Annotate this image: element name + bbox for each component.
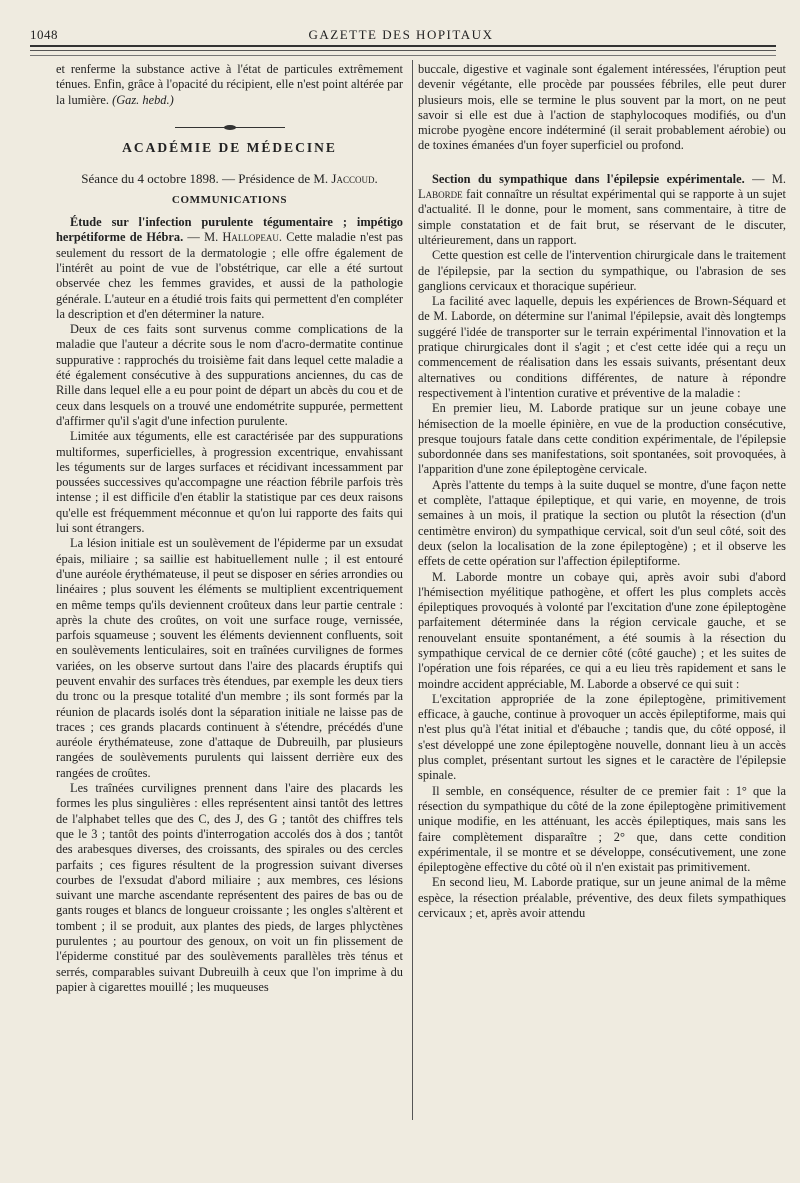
communications-subhead: COMMUNICATIONS <box>171 193 288 206</box>
paragraph: M. Laborde montre un cobaye qui, après avoir subi d'abord l'hémisection myélitique pathogène, et offert les plus complets accès épileptiques provoqués à volonté par l'excitation d'une zone épileptogène parfaitement déterminée dans la région cervicale gauche, et se renouvelant ensuite spontanément, a été soumis à la résection du sympathique cervical de ce dernier côté (côté gauche) ; et les suites de l'opération une fois réparées, ce qui a eu lieu très rapidement et sans le moindre accident appréciable, M. Laborde a observé ce qui suit : <box>418 569 786 691</box>
header-rule-hairline <box>30 55 776 56</box>
continued-text: et renferme la substance active à l'état de particules extrêmement ténues. Enfin, grâce à l'opacité du récipient, elle n'est point altérée par la lumière. <box>56 62 403 107</box>
paragraph: La facilité avec laquelle, depuis les expériences de Brown-Séquard et de M. Laborde, on détermine sur l'animal l'épilepsie, avait dès longtemps suggéré l'idée de transporter sur le terrain expérimental l'innovation et la pratique chirurgicales dont il s'agit ; et c'est cette idée qui a reçu un commencement de réalisation dans les essais suivants, présentant deux alternatives ou conditions différentes, de nature à répondre respectivement à l'intention curative et préventive de la maladie : <box>418 294 786 400</box>
continued-paragraph <box>56 62 403 108</box>
article-lead-paragraph: Étude sur l'infection purulente tégumentaire ; impétigo herpétiforme de Hébra. — M. Hallopeau. Cette maladie n'est pas seulement du ressort de la dermatologie ; elle offre également de l'intérêt au point de vue de l'obstétrique, car elle a été surtout observée chez les femmes gravides, et aussi de la pathologie générale. L'auteur en a étudié trois faits qui permettent d'en compléter la description et d'en déterminer la nature. <box>56 215 403 321</box>
page-header <box>30 24 772 46</box>
session-text: Séance du 4 octobre 1898. — Présidence de M. <box>81 171 332 187</box>
article-title: Étude sur l'infection purulente tégumentaire ; impétigo herpétiforme de Hébra. <box>56 215 403 245</box>
paragraph: En premier lieu, M. Laborde pratique sur un jeune cobaye une hémisection de la moelle épinière, en vue de la production consécutive, presque toujours fatale dans cette condition expérimentale, de l'épilepsie subordonnée dans ses manifestations, soit spontanées, soit provoquées, à l'apparition d'une zone épileptogène cervicale. <box>418 401 786 477</box>
journal-title: GAZETTE DES HOPITAUX <box>308 27 494 42</box>
ornament-divider <box>56 117 403 132</box>
paragraph: Les traînées curvilignes prennent dans l'aire des placards les formes les plus singulières : elles représentent ainsi tantôt des lettres de l'alphabet telles que des C, des J, des G ; tantôt des chiffres tels que le 3 ; tantôt des points d'interrogation accolés dos à dos ; tantôt des arabesques diverses, des croissants, des spirales ou des cercles parfaits ; ces figures résultent de la progression suivant diverses courbes de l'exsudat d'abord miliaire ; aux membres, ces lésions suivant une marche ascendante représentent des paires de bas ou de gants rouges et blancs de longueur croissante ; les ongles s'altèrent et tombent ; il se produit, aux plantes des pieds, de larges phlyctènes purulentes ; au pourtour des genoux, on voit un fin plissement de l'épiderme constitué par des soulèvements parallèles très ténus et serrés, comparables suivant Dubreuilh à ceux que l'on imprime à du papier à cigarettes mouillé ; les muqueuses <box>56 781 403 994</box>
paragraph: La lésion initiale est un soulèvement de l'épiderme par un exsudat épais, miliaire ; sa saillie est habituellement nulle ; il est entouré d'une auréole érythémateuse, il peut se disposer en séries arrondies ou linéaires ; plus souvent les éléments se multiplient excentriquement en même temps qu'ils deviennent croûteux dans leur partie centrale : après la chute des croûtes, on voit une surface rouge, vernissée, parfois squameuse ; souvent les éléments deviennent confluents, soit en soulèvements lenticulaires, soit en traînées curvilignes de formes variées, on les observe surtout dans l'aire des placards éruptifs qui peuvent envahir des surfaces très étendues, par exemple les deux tiers du tronc ou la presque totalité d'un membre ; ils sont formés par la réunion de placards isolés dont la séparation initiale ne laisse pas de traces ; ces grands placards continuent à s'étendre, précédés d'une auréole érythémateuse, zone d'attaque de Dubreuilh, par plusieurs rangées de soulèvements purulents qui laissent derrière eux des rangées de croûtes. <box>56 536 403 780</box>
paragraph: L'excitation appropriée de la zone épileptogène, primitivement efficace, à gauche, continue à provoquer un accès épileptiforme, mais qui n'est plus qu'à l'état initial et d'ébauche ; tandis que, du côté opposé, il s'est développé une zone épileptogène nouvelle, donnant lieu à un accès plus complet, présentant surtout les signes et le caractère de l'épilepsie spinale. <box>418 691 786 783</box>
article-title: Section du sympathique dans l'épilepsie expérimentale. <box>432 171 745 186</box>
paragraph: Limitée aux téguments, elle est caractérisée par des suppurations multiformes, superficielles, à progression excentrique, envahissant les téguments sur de larges surfaces et récidivant incessamment par poussées successives qu'accompagne une réaction fébrile parfois très intense ; il est difficile d'en établir la statistique par ces deux raisons qu'elle est fréquemment méconnue et qu'on lui rapporte des faits qui lui sont étrangers. <box>56 429 403 536</box>
session-line <box>56 171 403 186</box>
left-column <box>56 62 403 995</box>
paragraph: En second lieu, M. Laborde pratique, sur un jeune animal de la même espèce, la résection préalable, préventive, des deux filets sympathiques cervicaux ; et, après avoir attendu <box>418 875 786 921</box>
header-rule-thick <box>30 45 776 47</box>
header-rule-thin <box>30 50 776 51</box>
article-lead-text: Cette maladie n'est pas seulement du ressort de la dermatologie ; elle offre également de l'intérêt au point de vue de l'obstétrique, car elle a été surtout observée chez les femmes gravides, et aussi de la pathologie générale. L'auteur en a étudié trois faits qui permettent d'en compléter la description et d'en déterminer la nature. <box>56 230 403 321</box>
session-president: Jaccoud. <box>331 171 378 187</box>
page-number: 1048 <box>30 27 58 42</box>
paragraph: Deux de ces faits sont survenus comme complications de la maladie que l'auteur a décrite sous le nom d'acro-dermatite continue suppurative : rapprochés du troisième fait dans lequel cette maladie a été également consécutive à des suppurations anciennes, du cas de Rille dans lequel elle a eu pour point de départ un abcès du cou et de ceux dans lesquels on a trouvé une endométrite suppurée, permettent d'affirmer qu'il s'agit d'une infection purulente. <box>56 322 403 428</box>
paragraph: Cette question est celle de l'intervention chirurgicale dans le traitement de l'épilepsie, par la section du sympathique, ou l'abrasion de ses ganglions cervicaux et thoracique supérieur. <box>418 248 786 293</box>
continued-paragraph: buccale, digestive et vaginale sont également intéressées, l'éruption peut devenir végétante, elle procède par poussées fébriles, elle peut durer plusieurs mois, elle se termine le plus souvent par la mort, on ne peut savoir si elle est due à l'action de staphylocoques modifiés, ou d'un microbe pyogène encore indéterminé (il serait probablement aérobie) ou de toxines émanées d'un foyer superficiel ou profond. <box>418 62 786 153</box>
paragraph: Il semble, en conséquence, résulter de ce premier fait : 1° que la résection du sympathique du côté de la zone épileptogène primitivement unique modifie, en les atténuant, les accès épileptiques, mais sans les faire complètement disparaître ; 2° que, dans cette condition expérimentale, il se montre et se développe, consécutivement, une zone épileptogène effective du côté où il n'en existait pas primitivement. <box>418 783 786 875</box>
article-author: M. Laborde <box>418 171 786 202</box>
article-lead-text: fait connaître un résultat expérimental qui se rapporte à un sujet d'actualité. Il le donne, pour le moment, sans commentaire, à titre de simple constatation et de fait brut, se réservant de le discuter, ultérieurement, dans un rapport. <box>418 187 786 247</box>
column-divider <box>412 60 413 1120</box>
article-lead-paragraph: Section du sympathique dans l'épilepsie expérimentale. — M. Laborde fait connaître un résultat expérimental qui se rapporte à un sujet d'actualité. Il le donne, pour le moment, sans commentaire, à titre de simple constatation et de fait brut, se réservant de le discuter, ultérieurement, dans un rapport. <box>418 171 786 247</box>
right-column <box>418 62 786 921</box>
section-title: ACADÉMIE DE MÉDECINE <box>122 140 337 156</box>
source-citation: (Gaz. hebd.) <box>112 92 174 107</box>
article-author: M. Hallopeau. <box>204 230 282 245</box>
paragraph: Après l'attente du temps à la suite duquel se montre, d'une façon nette et complète, l'attaque épileptique, et qui varie, en moyenne, de trois semaines à un mois, il pratique la section ou plutôt la résection (d'un centimètre environ) du sympathique cervical, soit d'un seul côté, soit des deux (selon la localisation de la zone épileptogène) ; et il observe les effets de cette opération sur l'affection épileptiforme. <box>418 477 786 569</box>
